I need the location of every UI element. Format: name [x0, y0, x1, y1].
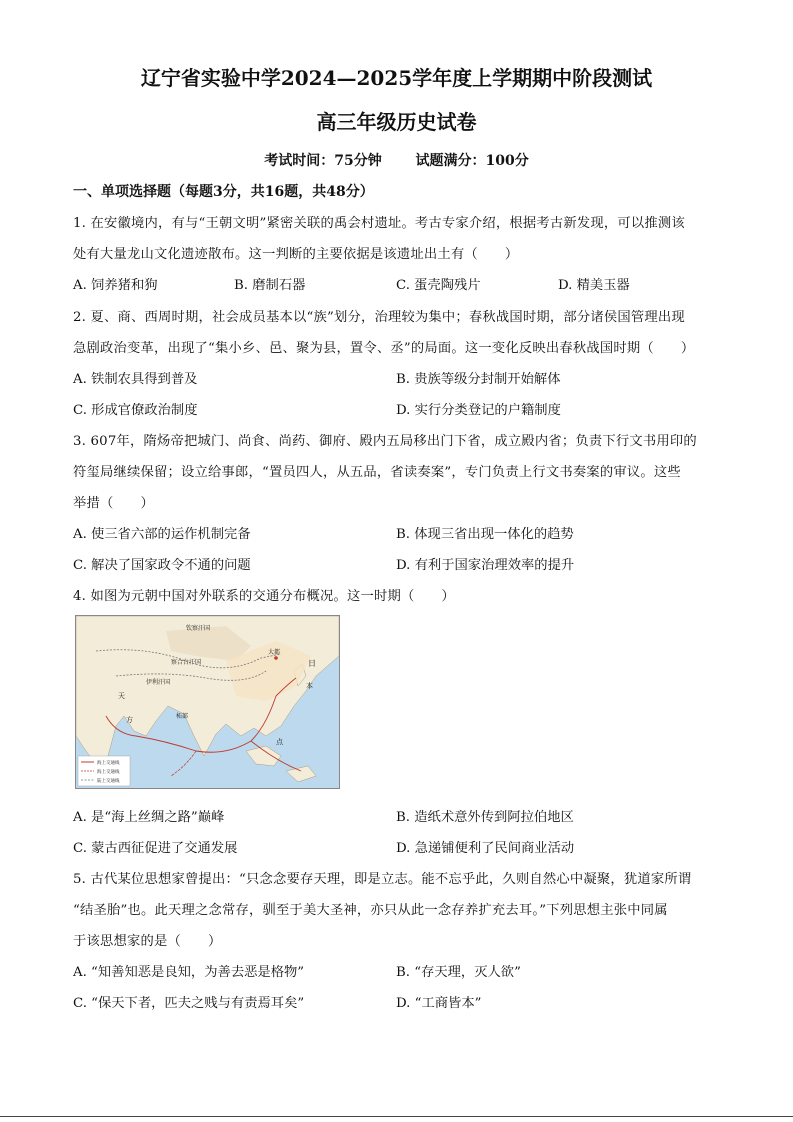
- southeast-islands: [246, 746, 281, 766]
- question-1-line-1: 1. 在安徽境内，有与“王朝文明”紧密关联的禹会村遗址。考古专家介绍，根据考古新发现，可以推测该: [73, 216, 685, 231]
- q1-option-d: D. 精美玉器: [558, 278, 630, 293]
- map-figure: [76, 616, 339, 788]
- question-3-line-2: 符玺局继续保留；设立给事郎，“置员四人，从五品，省读奏案”，专门负责上行文书奏案的审议。这些: [73, 465, 681, 480]
- exam-meta: [0, 150, 793, 170]
- label-ben: 本: [306, 682, 313, 690]
- q3-option-c: C. 解决了国家政令不通的问题: [73, 558, 251, 573]
- full-score: 试题满分：100分: [415, 153, 529, 169]
- q3-option-b: B. 体现三省出现一体化的趋势: [396, 527, 574, 542]
- q4-option-a: A. 是“海上丝绸之路”巅峰: [73, 810, 225, 825]
- java-island: [286, 766, 316, 782]
- question-3-line-3: 举措（ ）: [73, 496, 154, 511]
- q2-option-d: D. 实行分类登记的户籍制度: [396, 403, 561, 418]
- q1-option-c: C. 蛋壳陶残片: [396, 278, 481, 293]
- legend-sea1: 海上交通线: [97, 761, 120, 766]
- q2-option-b: B. 贵族等级分封制开始解体: [396, 372, 561, 387]
- exam-title-line1: 辽宁省实验中学2024—2025学年度上学期期中阶段测试: [140, 66, 653, 90]
- q1-option-a: A. 饲养猪和狗: [73, 278, 158, 293]
- question-3-line-1: 3. 607年，隋炀帝把城门、尚食、尚药、御府、殿内五局移出门下省，成立殿内省；负责下行文书用印的: [73, 434, 697, 449]
- label-chagatai: 察合台汗国: [171, 659, 202, 666]
- q4-option-d: D. 急递铺便利了民间商业活动: [396, 841, 575, 856]
- label-ri: 日: [308, 659, 316, 668]
- label-dian: 点: [276, 738, 283, 746]
- label-tian: 天: [118, 692, 125, 700]
- section-heading: 一、单项选择题（每题3分，共16题，共48分）: [73, 184, 374, 200]
- q5-option-a: A. “知善知恶是良知，为善去恶是格物”: [73, 965, 305, 980]
- q4-option-c: C. 蒙古西征促进了交通发展: [73, 841, 238, 856]
- q3-option-d: D. 有利于国家治理效率的提升: [396, 558, 575, 573]
- q2-option-c: C. 形成官僚政治制度: [73, 403, 198, 418]
- question-5-line-1: 5. 古代某位思想家曾提出：“只念念要存天理，即是立志。能不忘乎此，久则自然心中凝聚，犹道家所谓: [73, 872, 692, 887]
- label-dadu: 大都: [268, 649, 281, 656]
- legend-land: 陆上交通线: [97, 779, 120, 784]
- dadu-marker: [274, 656, 278, 660]
- yuan-dynasty-traffic-map: [75, 615, 340, 789]
- q5-option-d: D. “工商皆本”: [396, 996, 482, 1011]
- question-2-line-1: 2. 夏、商、西周时期，社会成员基本以“族”划分，治理较为集中；春秋战国时期，部分诸侯国管理出现: [73, 310, 685, 325]
- q2-option-a: A. 铁制农具得到普及: [73, 372, 198, 387]
- question-5-line-3: 于该思想家的是（ ）: [73, 934, 222, 949]
- question-4-line-1: 4. 如图为元朝中国对外联系的交通分布概况。这一时期（ ）: [73, 589, 455, 604]
- exam-time: 考试时间：75分钟: [264, 153, 382, 169]
- legend-sea2: 海上交通线: [97, 770, 120, 775]
- label-qincha: 钦察汗国: [186, 625, 211, 632]
- q4-option-b: B. 造纸术意外传到阿拉伯地区: [396, 810, 574, 825]
- page-bottom-rule: [0, 1116, 793, 1117]
- exam-title-line2: 高三年级历史试卷: [316, 110, 477, 134]
- question-1-line-2: 处有大量龙山文化遗迹散布。这一判断的主要依据是该遗址出土有（ ）: [73, 247, 519, 262]
- q5-option-b: B. “存天理，灭人欲”: [396, 965, 521, 980]
- question-5-line-2: “结圣胎”也。此天理之念常存，驯至于美大圣神，亦只从此一念存养扩充去耳。”下列思想主张中同属: [73, 903, 668, 918]
- q3-option-a: A. 使三省六部的运作机制完备: [73, 527, 251, 542]
- q1-option-b: B. 磨制石器: [234, 278, 306, 293]
- label-ilkhan: 伊利汗国: [146, 679, 171, 686]
- question-2-line-2: 急剧政治变革，出现了“集小乡、邑、聚为县，置令、丞”的局面。这一变化反映出春秋战国时期（ ）: [73, 341, 695, 356]
- label-fang: 方: [126, 716, 133, 724]
- label-zhebu: 柘部: [176, 713, 189, 720]
- sea-route-south: [171, 751, 196, 776]
- q5-option-c: C. “保天下者，匹夫之贱与有责焉耳矣”: [73, 996, 305, 1011]
